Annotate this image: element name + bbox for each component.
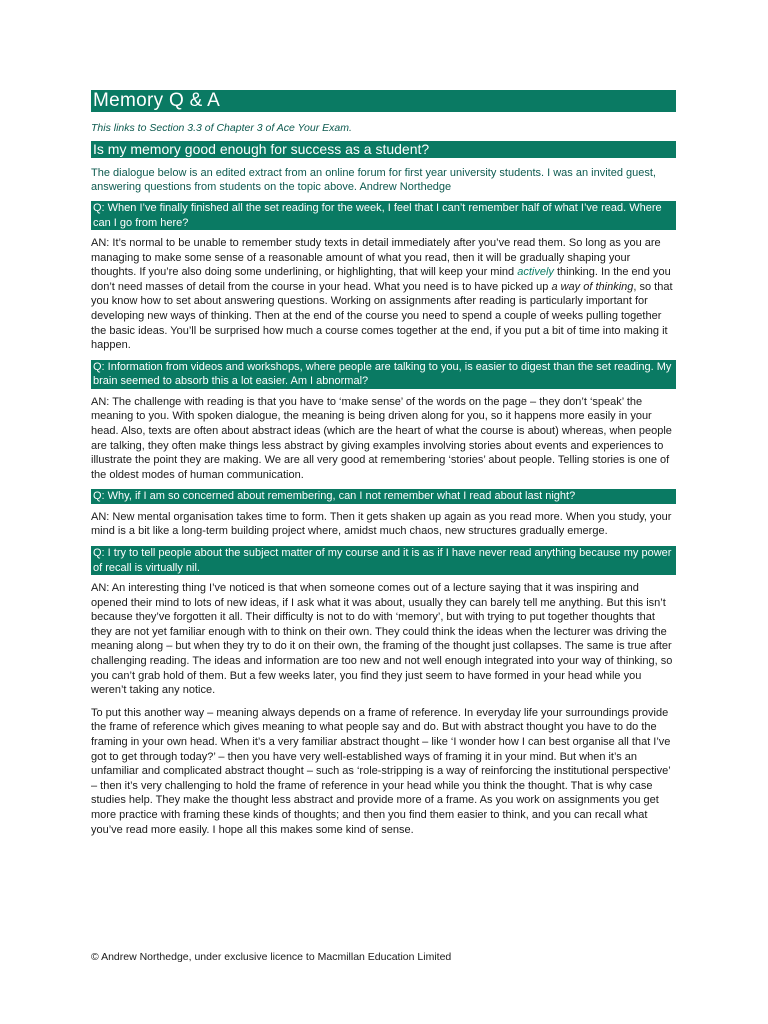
answer-3: AN: New mental organisation takes time to form. Then it gets shaken up again as you read more. When you study, your mind is a bit like a long-term building project where, amidst much chaos, new structures gradually emerge.: [91, 510, 672, 538]
answer-1-emphasis-actively: actively: [517, 266, 554, 279]
answer-4-continued: To put this another way – meaning always depends on a frame of reference. In everyday life your surroundings provide the frame of reference which gives meaning to what people say and do. But with abstract thought you have to do the framing in your own head. When it’s a very familiar abstract thought – like ‘I wonder how I can best organise all that I’ve got to get through today?’ – then you have very well-established ways of framing it in your mind. But when it’s an unfamiliar and complicated abstract thought – such as ‘role-stripping is a way of reinforcing the institutional perspective’ – then it’s very challenging to hold the frame of reference in your head while you think the thought. That is why case studies help. They make the thought less abstract and provide more of a frame. As you work on assignments you get more practice with framing these kinds of thoughts; and then you find them easier to think, and you can recall what you’ve read more easily. I hope all this makes some kind of sense.: [91, 706, 671, 836]
answer-4: AN: An interesting thing I’ve noticed is that when someone comes out of a lecture saying that it was inspiring and opened their mind to lots of new ideas, if I ask what it was about, usually they can barely tell me anything. But this isn’t because they’ve forgotten it all. Their difficulty is not to do with ‘memory’, but with trying to put together thoughts that they are not yet familiar enough with to think on their own. They could think the ideas when the lecturer was driving the meaning along – but when they try to do it on their own, the framing of the thought just collapses. The same is true after challenging reading. The ideas and information are too new and not well enough integrated into your way of thinking, so you can’t grab hold of them. But a few weeks later, you find they just seem to have formed in your head while you weren’t taking any notice.: [91, 582, 673, 697]
copyright-footer: © Andrew Northedge, under exclusive licence to Macmillan Education Limited: [91, 951, 452, 963]
page-title: Memory Q & A: [91, 90, 676, 112]
answer-1: [91, 236, 676, 353]
question-3: Q: Why, if I am so concerned about remembering, can I not remember what I read about last night?: [91, 489, 676, 504]
question-2: Q: Information from videos and workshops, where people are talking to you, is easier to digest than the set reading. My brain seemed to absorb this a lot easier. Am I abnormal?: [91, 360, 676, 389]
section-heading: Is my memory good enough for success as a student?: [91, 141, 676, 158]
answer-1-part-c: , so that you know how to set about answering questions. Working on assignments after reading is particularly important for developing new ways of thinking. Then at the end of the course you need to spend a couple of weeks pulling together the basic ideas. You’ll be surprised how much a course comes together at the end, if you put a bit of time into making it happen.: [91, 280, 673, 352]
answer-1-emphasis-way-of-thinking: a way of thinking: [551, 280, 634, 293]
chapter-link-note: This links to Section 3.3 of Chapter 3 of Ace Your Exam.: [91, 122, 352, 134]
intro-paragraph: The dialogue below is an edited extract from an online forum for first year university students. I was an invited guest, answering questions from students on the topic above. Andrew Northedge: [91, 167, 656, 193]
question-1: Q: When I’ve finally finished all the set reading for the week, I feel that I can’t remember half of what I’ve read. Where can I go from here?: [91, 201, 676, 230]
document-body: [91, 90, 676, 837]
answer-1-part-b: thinking. In the end you don’t need masses of detail from the course in your head. What you need is to have picked up: [91, 266, 671, 293]
question-4: Q: I try to tell people about the subject matter of my course and it is as if I have never read anything because my power of recall is virtually nil.: [91, 546, 676, 575]
answer-1-part-a: AN: It’s normal to be unable to remember study texts in detail immediately after you’ve read them. So long as you are managing to make some sense of a reasonable amount of what you read, then it will be gradually shaping your thoughts. If you’re also doing some underlining, or highlighting, that will keep your mind: [91, 237, 661, 279]
answer-2: AN: The challenge with reading is that you have to ‘make sense’ of the words on the page – they don’t ‘speak’ the meaning to you. With spoken dialogue, the meaning is being driven along for you, so it happens more easily in your head. Also, texts are often about abstract ideas (which are the heart of what the course is about) whereas, when people are talking, they often make things less abstract by giving examples involving stories about events and experiences to illustrate the point they are making. We are all very good at remembering ‘stories’ about people. Telling stories is one of the oldest modes of human communication.: [91, 395, 672, 481]
